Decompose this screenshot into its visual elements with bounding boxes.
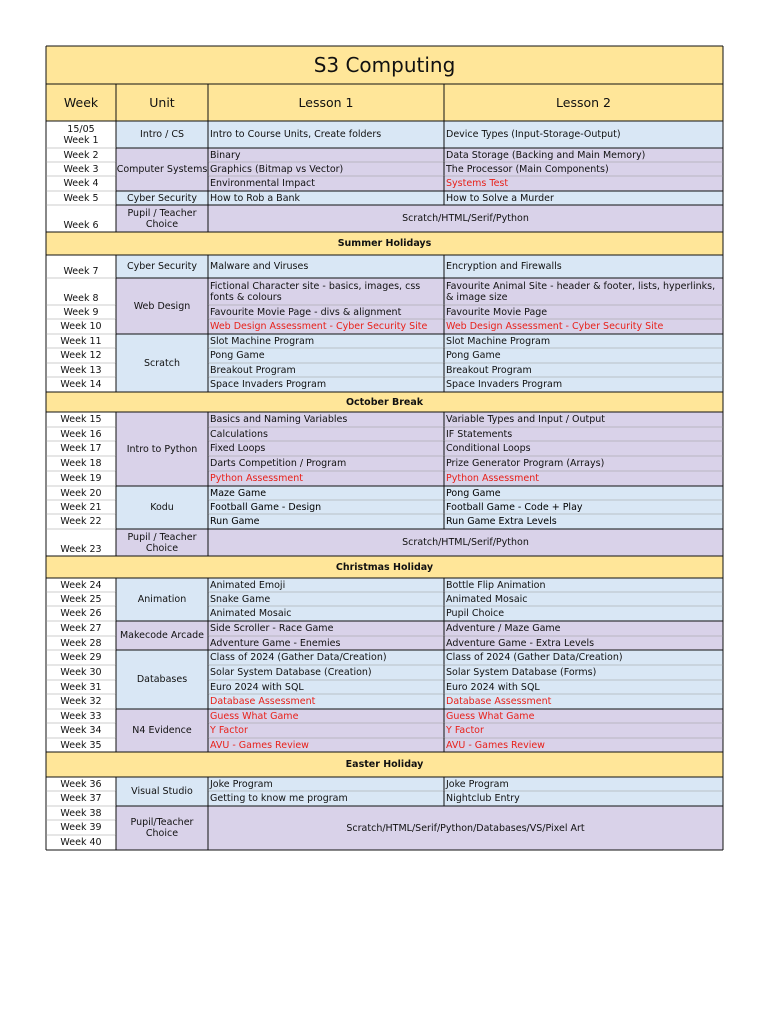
week-cell: [46, 456, 116, 471]
week-label: Week 30: [60, 667, 102, 678]
unit-label: Pupil / Teacher: [127, 207, 197, 219]
lesson-1-cell: [208, 255, 444, 278]
lesson-1-cell: [208, 121, 444, 148]
header-unit: [116, 84, 208, 121]
unit-label: Makecode Arcade: [119, 630, 205, 641]
unit-label: Cyber Security: [126, 261, 198, 272]
unit-label: Visual Studio: [131, 786, 193, 797]
week-cell: [46, 606, 116, 621]
lesson-1-cell: [208, 148, 444, 162]
unit-label: Choice: [145, 828, 179, 839]
week-label: Week 21: [60, 501, 102, 513]
week-cell: [46, 514, 116, 529]
lesson-2-text: IF Statements: [446, 428, 513, 440]
lesson-1-text: Graphics (Bitmap vs Vector): [210, 163, 344, 175]
unit-cell: [116, 148, 208, 191]
lesson-1-text: Side Scroller - Race Game: [210, 623, 334, 634]
lesson-2-cell: [444, 305, 723, 319]
lesson-1-text: Guess What Game: [210, 710, 299, 722]
lesson-1-cell: [208, 441, 444, 456]
lesson-1-text: Solar System Database (Creation): [210, 667, 372, 678]
week-cell: [46, 255, 116, 278]
lesson-2-cell: [444, 723, 723, 738]
unit-cell: [116, 121, 208, 148]
lesson-2-text: Joke Program: [446, 778, 509, 790]
unit-cell: [116, 255, 208, 278]
lesson-2-text: Pong Game: [446, 487, 501, 499]
lesson-2-cell: [444, 319, 723, 334]
week-cell: [46, 377, 116, 392]
lesson-1-text: Maze Game: [210, 487, 267, 499]
unit-label: Intro to Python: [126, 443, 198, 455]
lesson-1-text: Joke Program: [210, 778, 273, 790]
lesson-2-text: Pong Game: [446, 350, 501, 361]
lesson-1-cell: [208, 665, 444, 680]
week-cell: [46, 205, 116, 232]
lesson-2-text: Device Types (Input-Storage-Output): [446, 129, 621, 140]
lesson-1-text: Snake Game: [210, 593, 271, 605]
week-cell: [46, 709, 116, 723]
week-cell: [46, 427, 116, 441]
header-lesson-1: [208, 84, 444, 121]
lesson-2-text: Favourite Animal Site - header & footer, lists, hyperlinks, & image size: [446, 280, 716, 303]
lesson-1-text: Pong Game: [210, 350, 265, 361]
lesson-1-cell: [208, 777, 444, 791]
choice-lesson-cell: [208, 205, 723, 232]
lesson-2-cell: [444, 363, 723, 377]
unit-cell: [116, 709, 208, 752]
lesson-1-text: Euro 2024 with SQL: [210, 681, 304, 693]
week-cell: [46, 278, 116, 305]
lesson-2-text: Pupil Choice: [446, 608, 505, 619]
unit-label: Web Design: [133, 300, 191, 312]
lesson-2-text: AVU - Games Review: [446, 739, 545, 751]
lesson-2-text: Web Design Assessment - Cyber Security Site: [446, 321, 664, 332]
lesson-1-text: Database Assessment: [210, 696, 316, 707]
lesson-1-text: How to Rob a Bank: [210, 192, 301, 204]
lesson-1-text: Basics and Naming Variables: [210, 414, 348, 425]
week-cell: [46, 665, 116, 680]
choice-lesson-text: Scratch/HTML/Serif/Python/Databases/VS/Pixel Art: [346, 822, 585, 834]
week-label: Week 17: [60, 443, 102, 454]
choice-lesson-text: Scratch/HTML/Serif/Python: [402, 213, 529, 224]
lesson-2-text: Euro 2024 with SQL: [446, 681, 540, 693]
week-label: Week 9: [63, 306, 99, 318]
header-week-text: Week: [63, 95, 99, 110]
lesson-1-cell: [208, 363, 444, 377]
lesson-2-text: Run Game Extra Levels: [446, 516, 557, 527]
lesson-2-cell: [444, 636, 723, 650]
lesson-2-text: Systems Test: [446, 178, 509, 189]
lesson-2-text: Variable Types and Input / Output: [446, 414, 606, 425]
lesson-1-text: Breakout Program: [210, 364, 296, 376]
lesson-2-cell: [444, 578, 723, 592]
lesson-1-cell: [208, 471, 444, 486]
unit-cell: [116, 529, 208, 556]
lesson-2-cell: [444, 777, 723, 791]
lesson-2-text: Bottle Flip Animation: [446, 579, 546, 591]
week-label: Week 29: [60, 652, 102, 663]
lesson-2-text: Solar System Database (Forms): [446, 667, 597, 678]
week-label: Week 14: [60, 379, 102, 390]
lesson-2-text: Slot Machine Program: [446, 335, 551, 347]
header-lesson-2: [444, 84, 723, 121]
lesson-1-cell: [208, 680, 444, 694]
lesson-2-cell: [444, 348, 723, 363]
lesson-2-cell: [444, 441, 723, 456]
lesson-2-text: Python Assessment: [446, 473, 539, 484]
lesson-2-cell: [444, 162, 723, 176]
lesson-1-cell: [208, 334, 444, 348]
lesson-2-text: Adventure Game - Extra Levels: [446, 637, 595, 649]
week-cell: [46, 694, 116, 709]
week-label: Week 36: [60, 778, 102, 790]
lesson-1-text: Y Factor: [210, 725, 248, 736]
week-cell: [46, 529, 116, 556]
page-title-text: S3 Computing: [313, 52, 456, 77]
lesson-1-cell: [208, 636, 444, 650]
week-label: Week 32: [60, 696, 102, 707]
week-label: Week 40: [60, 837, 102, 848]
unit-cell: [116, 621, 208, 650]
week-label: Week 20: [60, 487, 102, 499]
week-cell: [46, 319, 116, 334]
lesson-1-cell: [208, 377, 444, 392]
lesson-1-text: Fictional Character site - basics, images, css fonts & colours: [210, 280, 421, 303]
holiday-row: [46, 752, 723, 777]
lesson-2-cell: [444, 486, 723, 500]
unit-label: Pupil / Teacher: [127, 531, 197, 543]
week-label: Week 27: [60, 623, 102, 634]
unit-label: Animation: [137, 594, 187, 605]
week-cell: [46, 500, 116, 514]
header-lesson-2-text: Lesson 2: [556, 95, 611, 110]
unit-cell: [116, 578, 208, 621]
lesson-2-cell: [444, 377, 723, 392]
unit-label: Intro / CS: [140, 129, 184, 140]
unit-cell: [116, 806, 208, 850]
lesson-2-text: Encryption and Firewalls: [446, 261, 562, 272]
week-label: Week 8: [63, 293, 99, 304]
lesson-2-cell: [444, 738, 723, 752]
holiday-label: Easter Holiday: [345, 759, 424, 770]
week-cell: [46, 471, 116, 486]
lesson-2-cell: [444, 650, 723, 665]
lesson-2-cell: [444, 121, 723, 148]
lesson-2-cell: [444, 500, 723, 514]
week-cell: [46, 578, 116, 592]
lesson-2-cell: [444, 694, 723, 709]
lesson-1-cell: [208, 621, 444, 636]
lesson-2-cell: [444, 456, 723, 471]
holiday-label: October Break: [345, 396, 424, 408]
lesson-1-cell: [208, 486, 444, 500]
lesson-2-text: Class of 2024 (Gather Data/Creation): [446, 652, 623, 663]
unit-cell: [116, 777, 208, 806]
lesson-2-cell: [444, 255, 723, 278]
week-cell: [46, 820, 116, 835]
lesson-2-text: Prize Generator Program (Arrays): [446, 458, 605, 469]
lesson-1-cell: [208, 694, 444, 709]
lesson-2-cell: [444, 148, 723, 162]
choice-lesson-cell: [208, 806, 723, 850]
week-cell: [46, 176, 116, 191]
unit-label: Scratch: [144, 357, 180, 369]
week-label: Week 3: [63, 163, 99, 175]
holiday-label: Christmas Holiday: [335, 561, 434, 573]
lesson-1-cell: [208, 162, 444, 176]
week-cell: [46, 680, 116, 694]
week-label: Week 7: [63, 266, 99, 277]
lesson-2-text: Data Storage (Backing and Main Memory): [446, 149, 646, 161]
week-cell: [46, 636, 116, 650]
unit-cell: [116, 191, 208, 205]
week-label: Week 28: [60, 637, 102, 649]
lesson-1-text: Fixed Loops: [210, 443, 266, 454]
lesson-1-text: Animated Mosaic: [210, 608, 292, 619]
lesson-1-cell: [208, 191, 444, 205]
lesson-1-text: Malware and Viruses: [210, 261, 309, 272]
week-label: Week 31: [60, 681, 102, 693]
lesson-2-cell: [444, 592, 723, 606]
lesson-1-cell: [208, 427, 444, 441]
lesson-1-text: Football Game - Design: [210, 501, 322, 513]
lesson-2-cell: [444, 621, 723, 636]
lesson-2-cell: [444, 665, 723, 680]
week-cell: [46, 348, 116, 363]
week-cell: [46, 148, 116, 162]
week-label: Week 12: [60, 350, 102, 361]
week-cell: [46, 835, 116, 850]
lesson-2-cell: [444, 191, 723, 205]
week-cell: [46, 650, 116, 665]
week-label: Week 39: [60, 822, 102, 833]
holiday-row: [46, 556, 723, 578]
week-label: Week 18: [60, 458, 102, 469]
week-cell: [46, 777, 116, 791]
week-label: Week 10: [60, 321, 102, 332]
lesson-1-cell: [208, 791, 444, 806]
week-cell: [46, 486, 116, 500]
week-label: Week 11: [60, 335, 102, 347]
unit-cell: [116, 205, 208, 232]
lesson-2-text: Breakout Program: [446, 364, 532, 376]
lesson-1-text: Animated Emoji: [210, 579, 286, 591]
lesson-1-text: Calculations: [210, 428, 268, 440]
lesson-1-cell: [208, 723, 444, 738]
week-cell: [46, 791, 116, 806]
holiday-label: Summer Holidays: [337, 238, 432, 249]
unit-cell: [116, 486, 208, 529]
header-unit-text: Unit: [149, 95, 175, 110]
week-label: Week 13: [60, 364, 102, 376]
lesson-2-text: Database Assessment: [446, 696, 552, 707]
lesson-1-cell: [208, 709, 444, 723]
unit-label: Choice: [145, 218, 179, 230]
choice-lesson-cell: [208, 529, 723, 556]
unit-label: Pupil/Teacher: [130, 817, 194, 828]
lesson-2-cell: [444, 514, 723, 529]
lesson-1-cell: [208, 305, 444, 319]
lesson-2-cell: [444, 412, 723, 427]
lesson-2-text: Football Game - Code + Play: [446, 501, 583, 513]
week-label: 15/05: [67, 123, 95, 135]
week-cell: [46, 305, 116, 319]
header-lesson-1-text: Lesson 1: [298, 95, 354, 110]
week-label: Week 22: [60, 516, 102, 527]
lesson-2-text: Nightclub Entry: [446, 793, 520, 804]
week-label: Week 15: [60, 414, 102, 425]
lesson-1-text: Python Assessment: [210, 473, 303, 484]
lesson-1-text: AVU - Games Review: [210, 739, 309, 751]
week-label: Week 5: [63, 192, 99, 204]
week-label: Week 6: [63, 220, 99, 231]
lesson-2-text: Y Factor: [446, 725, 484, 736]
lesson-1-text: Slot Machine Program: [210, 335, 315, 347]
lesson-1-cell: [208, 578, 444, 592]
lesson-1-cell: [208, 348, 444, 363]
choice-lesson-text: Scratch/HTML/Serif/Python: [402, 537, 529, 548]
unit-label: Computer Systems: [116, 164, 208, 175]
lesson-2-cell: [444, 680, 723, 694]
unit-label: Databases: [136, 674, 188, 685]
lesson-1-text: Run Game: [210, 516, 260, 527]
lesson-1-cell: [208, 650, 444, 665]
lesson-2-cell: [444, 606, 723, 621]
week-label: Week 25: [60, 593, 102, 605]
unit-label: Cyber Security: [126, 192, 198, 204]
lesson-1-cell: [208, 278, 444, 305]
lesson-1-text: Getting to know me program: [210, 793, 348, 804]
unit-label: N4 Evidence: [132, 725, 192, 736]
lesson-2-text: How to Solve a Murder: [446, 192, 554, 204]
lesson-1-text: Web Design Assessment - Cyber Security Site: [210, 321, 428, 332]
week-label: Week 2: [63, 149, 99, 161]
week-label: Week 4: [63, 178, 99, 189]
week-label: Week 26: [60, 608, 102, 619]
lesson-2-cell: [444, 427, 723, 441]
lesson-1-text: Space Invaders Program: [210, 379, 327, 390]
holiday-row: [46, 232, 723, 255]
lesson-2-text: Adventure / Maze Game: [446, 623, 561, 634]
week-cell: [46, 621, 116, 636]
lesson-2-text: Animated Mosaic: [446, 593, 528, 605]
lesson-1-cell: [208, 592, 444, 606]
lesson-2-text: Guess What Game: [446, 710, 535, 722]
lesson-1-text: Class of 2024 (Gather Data/Creation): [210, 652, 387, 663]
lesson-2-text: Space Invaders Program: [446, 379, 563, 390]
week-label: Week 35: [60, 739, 102, 751]
lesson-1-text: Environmental Impact: [210, 178, 315, 189]
week-label: Week 24: [60, 579, 102, 591]
lesson-1-cell: [208, 456, 444, 471]
week-cell: [46, 723, 116, 738]
week-cell: [46, 806, 116, 820]
lesson-2-cell: [444, 791, 723, 806]
lesson-1-text: Darts Competition / Program: [210, 458, 347, 469]
week-label: Week 19: [60, 473, 102, 484]
lesson-2-cell: [444, 176, 723, 191]
lesson-1-text: Intro to Course Units, Create folders: [210, 129, 382, 140]
lesson-2-cell: [444, 278, 723, 305]
lesson-1-text: Adventure Game - Enemies: [210, 637, 341, 649]
lesson-1-cell: [208, 514, 444, 529]
week-cell: [46, 412, 116, 427]
week-label: Week 37: [60, 793, 102, 804]
week-cell: [46, 191, 116, 205]
lesson-1-text: Favourite Movie Page - divs & alignment: [210, 306, 402, 318]
unit-label: Kodu: [150, 502, 174, 513]
week-cell: [46, 592, 116, 606]
week-cell: [46, 441, 116, 456]
lesson-1-cell: [208, 500, 444, 514]
week-label: Week 16: [60, 428, 102, 440]
lesson-2-text: Conditional Loops: [446, 443, 531, 454]
holiday-row: [46, 392, 723, 412]
unit-cell: [116, 278, 208, 334]
lesson-2-cell: [444, 334, 723, 348]
lesson-1-cell: [208, 606, 444, 621]
week-label: Week 34: [60, 725, 102, 736]
lesson-1-cell: [208, 738, 444, 752]
week-cell: [46, 162, 116, 176]
lesson-2-cell: [444, 471, 723, 486]
week-label: Week 1: [63, 134, 99, 146]
week-label: Week 38: [60, 807, 102, 819]
week-cell: [46, 363, 116, 377]
week-label: Week 23: [60, 544, 102, 555]
unit-cell: [116, 412, 208, 486]
week-cell: [46, 738, 116, 752]
week-label: Week 33: [60, 710, 102, 722]
header-week: [46, 84, 116, 121]
lesson-1-text: Binary: [210, 149, 241, 161]
lesson-1-cell: [208, 319, 444, 334]
week-cell: [46, 121, 116, 148]
unit-label: Choice: [145, 542, 179, 554]
lesson-1-cell: [208, 412, 444, 427]
lesson-1-cell: [208, 176, 444, 191]
lesson-2-text: The Processor (Main Components): [446, 163, 609, 175]
page-title: [46, 46, 723, 84]
week-cell: [46, 334, 116, 348]
unit-cell: [116, 334, 208, 392]
lesson-2-text: Favourite Movie Page: [446, 306, 548, 318]
lesson-2-cell: [444, 709, 723, 723]
unit-cell: [116, 650, 208, 709]
